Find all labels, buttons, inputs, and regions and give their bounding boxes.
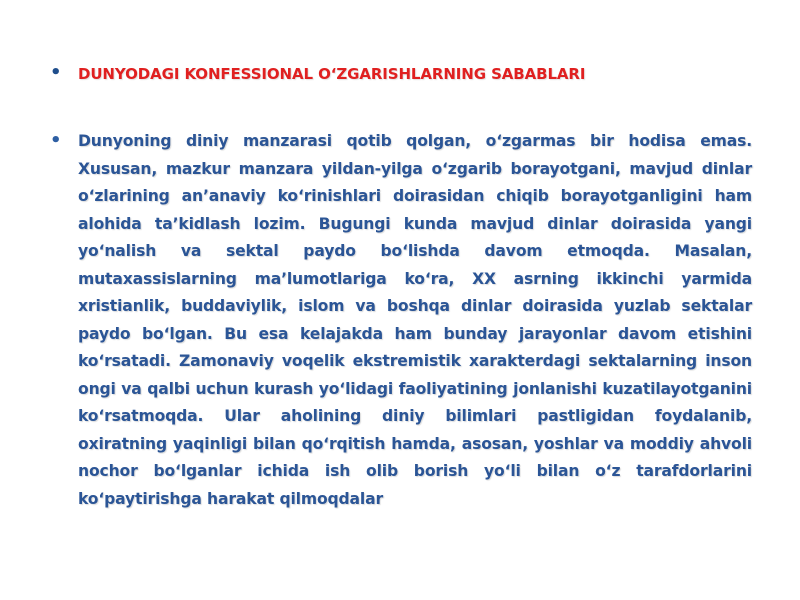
bullet-icon: • bbox=[50, 130, 62, 151]
body-bullet-row bbox=[50, 128, 752, 513]
slide-paragraph: Dunyoning diniy manzarasi qotib qolgan, o‘zgarmas bir hodisa emas. Xususan, mazkur manzara yildan-yilga o‘zgarib borayotgani, mavjud dinlar o‘zlarining an’anaviy ko‘rinishlari doirasidan chiqib borayotganligini ham alohida ta’kidlash lozim. Bugungi kunda mavjud dinlar doirasida yangi yo‘nalish va sektal paydo bo‘lishda davom etmoqda. Masalan, mutaxassislarning ma’lumotlariga ko‘ra, XX asrning ikkinchi yarmida xristianlik, buddaviylik, islom va boshqa dinlar doirasida yuzlab sektalar paydo bo‘lgan. Bu esa kelajakda ham bunday jarayonlar davom etishini ko‘rsatadi. Zamonaviy voqelik ekstremistik xarakterdagi sektalarning inson ongi va qalbi uchun kurash yo‘lidagi faoliyatining jonlanishi kuzatilayotganini ko‘rsatmoqda. Ular aholining diniy bilimlari pastligidan foydalanib, oxiratning yaqinligi bilan qo‘rqitish hamda, asosan, yoshlar va moddiy ahvoli nochor bo‘lganlar ichida ish olib borish yo‘li bilan o‘z tarafdorlarini ko‘paytirishga harakat qilmoqdalar bbox=[78, 132, 752, 508]
bullet-icon: • bbox=[50, 62, 62, 83]
heading-bullet-row bbox=[50, 64, 752, 84]
slide-heading: DUNYODAGI KONFESSIONAL O‘ZGARISHLARNING SABABLARI bbox=[78, 65, 586, 83]
